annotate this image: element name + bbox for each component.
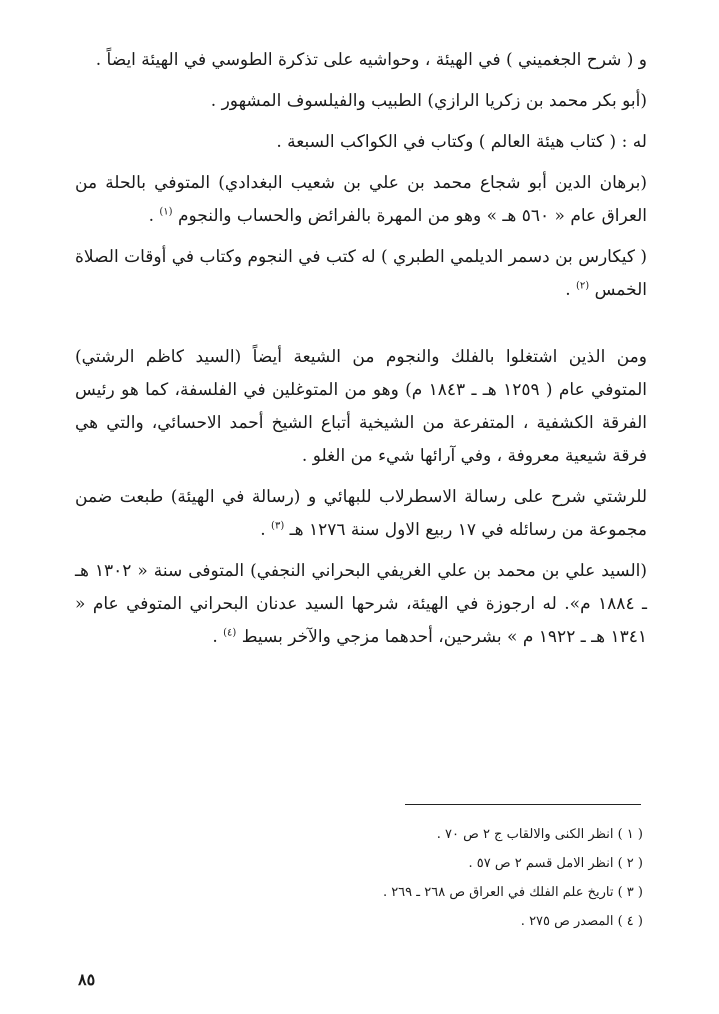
paragraph-burhan-al-din [75, 167, 647, 233]
main-text [75, 44, 647, 662]
paragraph-rashti-works [75, 481, 647, 547]
paragraph-razi-works [75, 126, 647, 159]
paragraph-text: (السيد علي بن محمد بن علي الغريفي البحراني النجفي) المتوفى سنة « ١٣٠٢ هـ ـ ١٨٨٤ م». له ارجوزة في الهيئة، شرحها السيد عدنان البحراني المتوفي عام « ١٣٤١ هـ ـ ١٩٢٢ م » بشرحين، أحدهما مزجي والآخر بسيط [75, 561, 647, 647]
paragraph-end: . [148, 206, 160, 226]
paragraph-text: للرشتي شرح على رسالة الاسطرلاب للبهائي و (رسالة في الهيئة) طبعت ضمن مجموعة من رسائله في ١٧ ربيع الاول سنة ١٢٧٦ هـ [75, 487, 647, 540]
paragraph-end: . [260, 520, 272, 540]
footnote-1: ( ١ ) انظر الكنى والالقاب ج ٢ ص ٧٠ . [436, 827, 643, 842]
footnote-4: ( ٤ ) المصدر ص ٢٧٥ . [520, 914, 643, 929]
paragraph-jaghmini [75, 44, 647, 77]
footnote-marker-2: (٢) [576, 280, 590, 292]
paragraph-end: . [565, 280, 577, 300]
footnote-marker-1: (١) [159, 206, 173, 218]
footnote-2: ( ٢ ) انظر الامل قسم ٢ ص ٥٧ . [468, 856, 643, 871]
paragraph-text: (أبو بكر محمد بن زكريا الرازي) الطبيب والفيلسوف المشهور . [210, 91, 647, 111]
footnote-3: ( ٣ ) تاريخ علم الفلك في العراق ص ٢٦٨ ـ ٢٦٩ . [382, 885, 643, 900]
paragraph-end: . [212, 627, 224, 647]
page-number: ٨٥ [78, 970, 96, 989]
paragraph-text: ( كيكارس بن دسمر الديلمي الطبري ) له كتب في النجوم وكتاب في أوقات الصلاة الخمس [75, 247, 647, 300]
paragraph-ghuraifi [75, 555, 647, 654]
paragraph-rashti [75, 341, 647, 473]
paragraph-text: و ( شرح الجغميني ) في الهيئة ، وحواشيه على تذكرة الطوسي في الهيئة ايضاً . [95, 50, 647, 70]
paragraph-text: ومن الذين اشتغلوا بالفلك والنجوم من الشيعة أيضاً (السيد كاظم الرشتي) المتوفي عام ( ١٢٥٩ هـ ـ ١٨٤٣ م) وهو من المتوغلين في الفلسفة، كما هو رئيس الفرقة الكشفية ، المتفرعة من الشيخية أتباع الشيخ أحمد الاحسائي، والتي هي فرقة شيعية معروفة ، وفي آرائها شيء من الغلو . [75, 347, 647, 466]
paragraph-kikaris [75, 241, 647, 307]
paragraph-text: له : ( كتاب هيئة العالم ) وكتاب في الكواكب السبعة . [276, 132, 647, 152]
paragraph-razi [75, 85, 647, 118]
footnote-marker-3: (٣) [271, 520, 285, 532]
footnotes [83, 820, 643, 936]
footnote-separator [405, 804, 641, 805]
paragraph-text: (برهان الدين أبو شجاع محمد بن علي بن شعيب البغدادي) المتوفي بالحلة من العراق عام « ٥٦٠ هـ » وهو من المهرة بالفرائض والحساب والنجوم [75, 173, 647, 226]
footnote-marker-4: (٤) [223, 627, 237, 639]
